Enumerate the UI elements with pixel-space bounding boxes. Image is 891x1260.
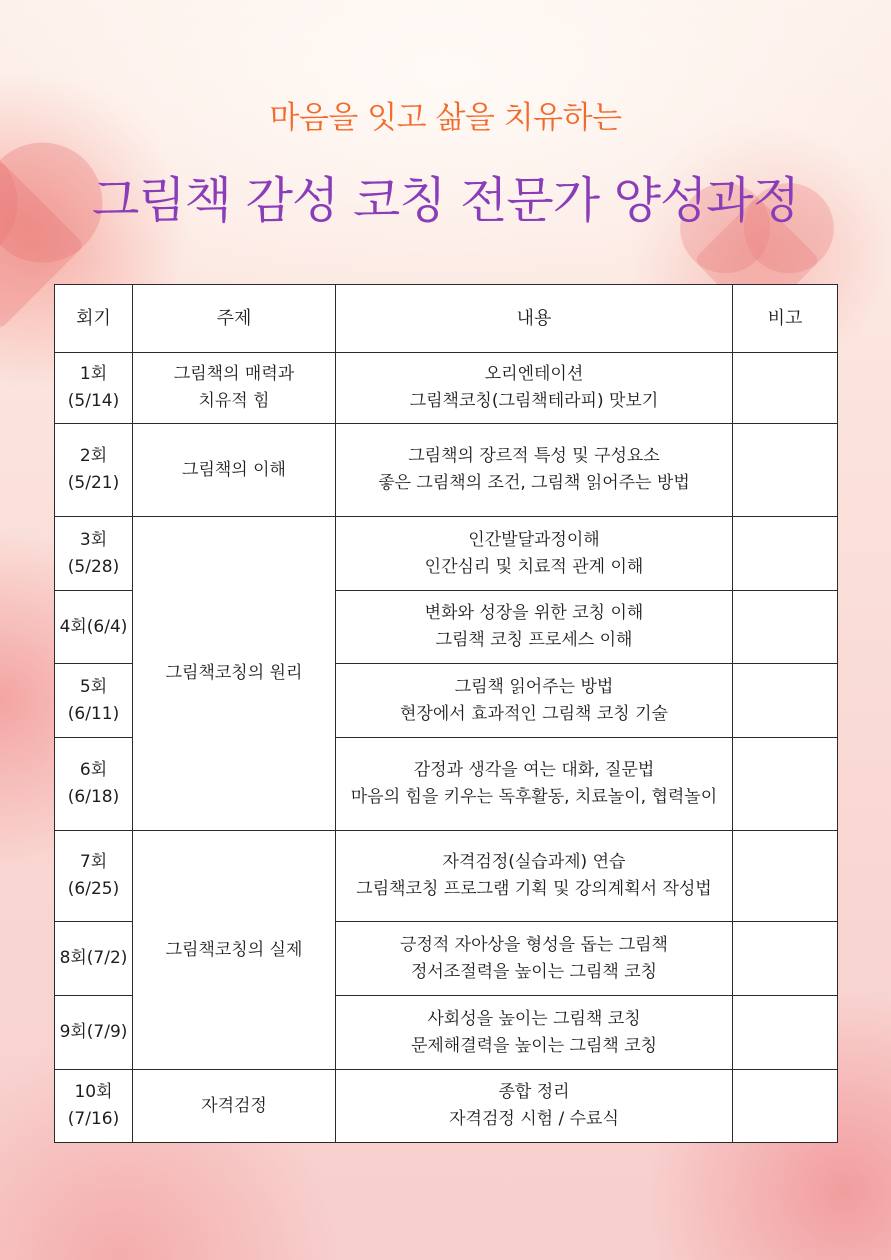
session-cell: 1회 (5/14)	[55, 353, 133, 424]
topic-cell: 자격검정	[133, 1070, 336, 1143]
session-cell: 9회(7/9)	[55, 996, 133, 1070]
session-cell: 4회(6/4)	[55, 591, 133, 664]
content-cell: 오리엔테이션 그림책코칭(그림책테라피) 맛보기	[336, 353, 733, 424]
content-cell: 자격검정(실습과제) 연습 그림책코칭 프로그램 기획 및 강의계획서 작성법	[336, 831, 733, 922]
table-row	[55, 424, 838, 517]
content-cell: 그림책의 장르적 특성 및 구성요소 좋은 그림책의 조건, 그림책 읽어주는 방법	[336, 424, 733, 517]
session-cell: 5회 (6/11)	[55, 664, 133, 738]
page-subtitle: 마음을 잇고 삶을 치유하는	[269, 100, 622, 136]
session-cell: 8회(7/2)	[55, 922, 133, 996]
header-topic: 주제	[133, 285, 336, 353]
schedule-table	[54, 284, 838, 1143]
note-cell	[733, 922, 838, 996]
note-cell	[733, 664, 838, 738]
note-cell	[733, 424, 838, 517]
header-note: 비고	[733, 285, 838, 353]
table-header-row	[55, 285, 838, 353]
note-cell	[733, 1070, 838, 1143]
page-title: 그림책 감성 코칭 전문가 양성과정	[92, 172, 799, 229]
session-cell: 3회 (5/28)	[55, 517, 133, 591]
content-cell: 긍정적 자아상을 형성을 돕는 그림책 정서조절력을 높이는 그림책 코칭	[336, 922, 733, 996]
session-cell: 6회 (6/18)	[55, 738, 133, 831]
note-cell	[733, 996, 838, 1070]
content-cell: 사회성을 높이는 그림책 코칭 문제해결력을 높이는 그림책 코칭	[336, 996, 733, 1070]
session-cell: 7회 (6/25)	[55, 831, 133, 922]
topic-cell: 그림책의 매력과 치유적 힘	[133, 353, 336, 424]
content-cell: 인간발달과정이해 인간심리 및 치료적 관계 이해	[336, 517, 733, 591]
note-cell	[733, 738, 838, 831]
note-cell	[733, 517, 838, 591]
table-row	[55, 517, 838, 591]
topic-cell: 그림책코칭의 원리	[133, 517, 336, 831]
topic-cell: 그림책코칭의 실제	[133, 831, 336, 1070]
note-cell	[733, 591, 838, 664]
content-cell: 변화와 성장을 위한 코칭 이해 그림책 코칭 프로세스 이해	[336, 591, 733, 664]
session-cell: 2회 (5/21)	[55, 424, 133, 517]
table-row	[55, 831, 838, 922]
content-cell: 종합 정리 자격검정 시험 / 수료식	[336, 1070, 733, 1143]
header-session: 회기	[55, 285, 133, 353]
content-cell: 감정과 생각을 여는 대화, 질문법 마음의 힘을 키우는 독후활동, 치료놀이, 협력놀이	[336, 738, 733, 831]
table-row	[55, 353, 838, 424]
session-cell: 10회 (7/16)	[55, 1070, 133, 1143]
content-cell: 그림책 읽어주는 방법 현장에서 효과적인 그림책 코칭 기술	[336, 664, 733, 738]
topic-cell: 그림책의 이해	[133, 424, 336, 517]
header-content: 내용	[336, 285, 733, 353]
table-row	[55, 1070, 838, 1143]
note-cell	[733, 831, 838, 922]
note-cell	[733, 353, 838, 424]
